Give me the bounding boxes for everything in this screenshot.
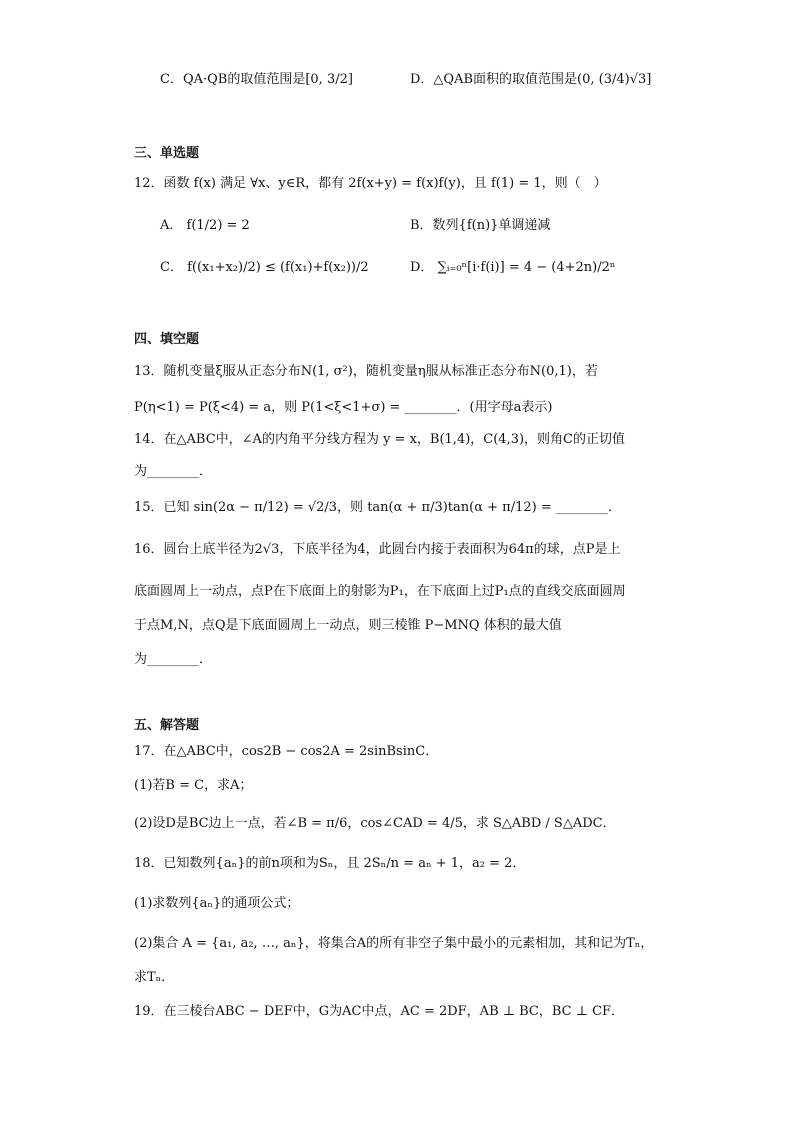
q17-part-1: (1)若B = C，求A； [134,778,253,793]
q16-line-2: 底面圆周上一动点，点P在下底面上的射影为P₁，在下底面上过P₁点的直线交底面圆周 [134,584,626,599]
section-title-answer: 五、解答题 [134,718,200,733]
q16-line-1: 16．圆台上底半径为2√3，下底半径为4，此圆台内接于表面积为64π的球，点P是上 [134,542,621,557]
section-title-single-choice: 三、单选题 [134,146,200,161]
q13-line-1: 13．随机变量ξ服从正态分布N(1, σ²)，随机变量η服从标准正态分布N(0,1)，若 [134,364,598,379]
q18-part-1: (1)求数列{aₙ}的通项公式； [134,896,300,911]
q18-part-2-line-2: 求Tₙ． [134,970,175,985]
option-d-prev: D．△QAB面积的取值范围是(0, (3/4)√3] [410,72,652,87]
q16-line-4: 为________． [134,652,213,667]
q16-line-3: 于点M,N，点Q是下底面圆周上一动点，则三棱锥 P−MNQ 体积的最大值 [134,618,562,633]
q18-stem: 18．已知数列{aₙ}的前n项和为Sₙ，且 2Sₙ/n = aₙ + 1，a₂ = 2． [134,856,526,871]
q12-option-d: D． ∑ᵢ₌₀ⁿ[i·f(i)] = 4 − (4+2n)/2ⁿ [410,260,616,275]
q12-stem: 12．函数 f(x) 满足 ∀x、y∈R，都有 2f(x+y) = f(x)f(y)，且 f(1) = 1，则（ ） [134,176,607,191]
q12-option-c: C． f((x₁+x₂)/2) ≤ (f(x₁)+f(x₂))/2 [160,260,369,275]
q19-stem: 19．在三棱台ABC − DEF中，G为AC中点，AC = 2DF，AB ⊥ BC，BC ⊥ CF． [134,1004,625,1019]
q17-stem: 17．在△ABC中，cos2B − cos2A = 2sinBsinC． [134,744,439,759]
q12-option-b: B．数列{f(n)}单调递减 [410,218,551,233]
q15-line: 15．已知 sin(2α − π/12) = √2/3，则 tan(α + π/3)tan(α + π/12) = ________． [134,500,621,515]
q14-line-2: 为________． [134,464,213,479]
section-title-fill-blank: 四、填空题 [134,332,200,347]
q13-line-2: P(η<1) = P(ξ<4) = a，则 P(1<ξ<1+σ) = ________．(用字母a表示) [134,400,553,415]
q14-line-1: 14．在△ABC中，∠A的内角平分线方程为 y = x，B(1,4)，C(4,3)，则角C的正切值 [134,432,625,447]
q18-part-2-line-1: (2)集合 A = {a₁, a₂, …, aₙ}，将集合A的所有非空子集中最小的元素相加，其和记为Tₙ， [134,936,654,951]
option-c-prev: C．QA·QB的取值范围是[0, 3/2] [160,72,353,87]
q17-part-2: (2)设D是BC边上一点，若∠B = π/6，cos∠CAD = 4/5，求 S△ABD / S△ADC． [134,816,616,831]
q12-option-a: A． f(1/2) = 2 [160,218,250,233]
